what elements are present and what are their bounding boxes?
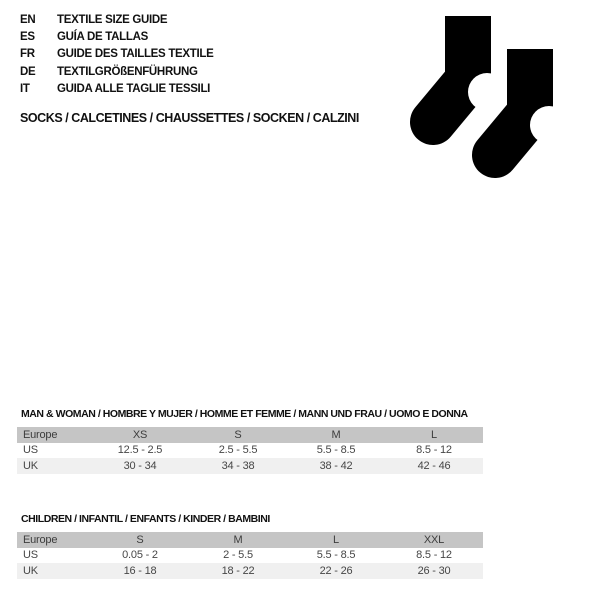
language-label: GUÍA DE TALLAS (57, 31, 148, 44)
table-row (17, 548, 483, 564)
region-cell: US (23, 444, 38, 457)
table-header-row (17, 427, 483, 443)
size-value-cell: 18 - 22 (221, 564, 255, 577)
region-cell: US (23, 549, 38, 562)
size-value-cell: 26 - 30 (417, 564, 451, 577)
table-row (17, 443, 483, 459)
region-cell: UK (23, 564, 38, 577)
column-header: Europe (23, 533, 58, 546)
size-value-cell: 2.5 - 5.5 (218, 444, 258, 457)
column-header: Europe (23, 428, 58, 441)
language-code: FR (20, 48, 35, 61)
size-value-cell: 30 - 34 (123, 459, 157, 472)
size-value-cell: 12.5 - 2.5 (117, 444, 163, 457)
size-value-cell: 0.05 - 2 (122, 549, 158, 562)
column-header: M (233, 533, 243, 546)
table-header-row (17, 532, 483, 548)
size-value-cell: 34 - 38 (221, 459, 255, 472)
column-header: L (333, 533, 339, 546)
size-value-cell: 8.5 - 12 (416, 549, 452, 562)
column-header: M (331, 428, 341, 441)
language-label: TEXTILE SIZE GUIDE (57, 14, 168, 26)
size-value-cell: 5.5 - 8.5 (316, 549, 356, 562)
language-row (20, 29, 214, 46)
size-value-cell: 42 - 46 (417, 459, 451, 472)
socks-icon (395, 10, 565, 185)
language-row (20, 46, 214, 63)
man-woman-table-title: MAN & WOMAN / HOMBRE Y MUJER / HOMME ET FEMME / MANN UND FRAU / UOMO E DONNA (21, 408, 468, 420)
man-woman-size-table (17, 427, 483, 474)
language-row (20, 12, 214, 29)
man-woman-size-section (17, 407, 483, 474)
children-size-table (17, 532, 483, 579)
size-value-cell: 2 - 5.5 (223, 549, 253, 562)
language-label: GUIDE DES TAILLES TEXTILE (57, 48, 214, 61)
category-heading: SOCKS / CALCETINES / CHAUSSETTES / SOCKEN / CALZINI (20, 111, 359, 125)
column-header: XXL (423, 533, 445, 546)
language-code: EN (20, 14, 36, 26)
children-size-section (17, 512, 483, 579)
language-label: GUIDA ALLE TAGLIE TESSILI (57, 82, 211, 95)
column-header: L (431, 428, 437, 441)
language-row (20, 64, 214, 81)
size-value-cell: 5.5 - 8.5 (316, 444, 356, 457)
table-row (17, 563, 483, 579)
table-row (17, 458, 483, 474)
size-value-cell: 8.5 - 12 (416, 444, 452, 457)
children-table-title: CHILDREN / INFANTIL / ENFANTS / KINDER / BAMBINI (21, 513, 270, 525)
size-value-cell: 16 - 18 (123, 564, 157, 577)
column-header: S (234, 428, 242, 441)
size-value-cell: 38 - 42 (319, 459, 353, 472)
language-row (20, 81, 214, 98)
language-list (20, 12, 214, 98)
language-code: DE (20, 65, 36, 78)
language-code: IT (20, 82, 30, 95)
region-cell: UK (23, 459, 38, 472)
column-header: S (136, 533, 144, 546)
column-header: XS (132, 428, 148, 441)
language-code: ES (20, 31, 35, 44)
size-value-cell: 22 - 26 (319, 564, 353, 577)
language-label: TEXTILGRÖßENFÜHRUNG (57, 65, 198, 78)
